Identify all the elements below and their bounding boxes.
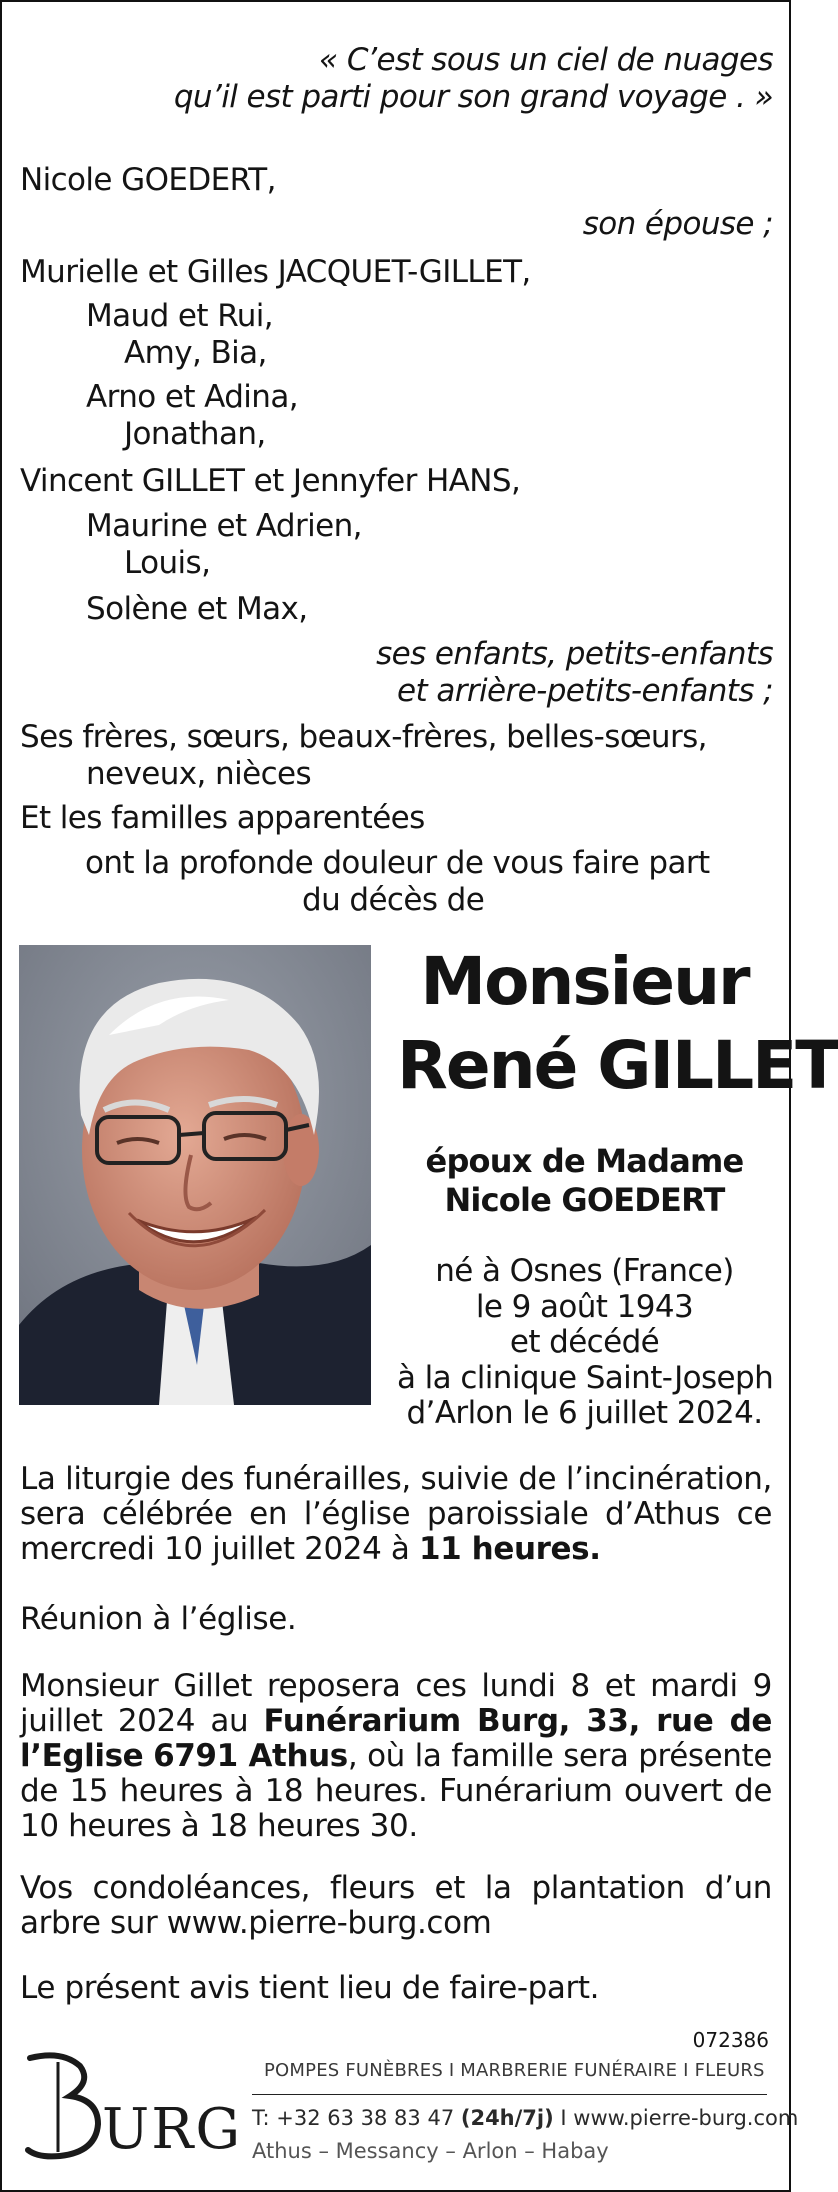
funeral-time: 11 heures. [418, 1531, 601, 1567]
meeting-paragraph: Réunion à l’église. [20, 1601, 297, 1637]
grandchild-4: Solène et Max, [86, 591, 308, 627]
great-grandchild-3: Louis, [124, 545, 211, 581]
child-1: Murielle et Gilles JACQUET-GILLET, [20, 254, 531, 290]
footer-phone: T: +32 63 38 83 47 [252, 2106, 461, 2130]
birth-line-1: né à Osnes (France) [435, 1253, 734, 1289]
portrait-photo [19, 945, 371, 1405]
grandchild-1: Maud et Rui, [86, 298, 274, 334]
funerarium-text-a: Monsieur Gillet reposera ces lundi 8 et mardi 9 juillet 2024 au [20, 1668, 772, 1739]
announcement-line-1: ont la profonde douleur de vous faire part [85, 845, 710, 881]
death-line-1: et décédé [509, 1324, 660, 1360]
funerarium-city: 6791 Athus [153, 1738, 348, 1774]
siblings-line-1: Ses frères, sœurs, beaux-frères, belles-sœurs, [20, 719, 707, 755]
deceased-title: Monsieur [420, 943, 749, 1020]
footer-services: POMPES FUNÈBRES I MARBRERIE FUNÉRAIRE I FLEURS [264, 2060, 765, 2081]
quote-line-2: qu’il est parti pour son grand voyage . » [173, 79, 773, 115]
reference-number: 072386 [692, 2028, 769, 2052]
birth-line-2: le 9 août 1943 [475, 1289, 694, 1325]
children-role-1: ses enfants, petits-enfants [376, 636, 773, 672]
spouse-line-2: Nicole GOEDERT [444, 1181, 725, 1219]
announcement-line-2: du décès de [302, 882, 485, 918]
notice-paragraph: Le présent avis tient lieu de faire-part. [20, 1970, 600, 2006]
related-families: Et les familles apparentées [20, 800, 425, 836]
funerarium-paragraph [20, 1669, 772, 1844]
great-grandchild-1: Amy, Bia, [124, 335, 267, 371]
footer-divider [252, 2094, 767, 2095]
child-2: Vincent GILLET et Jennyfer HANS, [20, 463, 521, 499]
footer-hours: (24h/7j) [460, 2106, 554, 2130]
burg-logo [22, 2052, 243, 2162]
wife-name: Nicole GOEDERT, [20, 162, 276, 198]
funerarium-text-b: , où la famille sera présente de 15 heures à 18 heures. Funérarium ouvert de 10 heures à 18 heures 30. [20, 1738, 772, 1844]
great-grandchild-2: Jonathan, [124, 416, 266, 452]
death-line-3: d’Arlon le 6 juillet 2024. [406, 1395, 763, 1431]
footer-website: I www.pierre-burg.com [553, 2106, 799, 2130]
footer-contact [252, 2106, 798, 2130]
deceased-name: René GILLET [397, 1027, 838, 1104]
condolences-paragraph: Vos condoléances, fleurs et la plantation d’un arbre sur www.pierre-burg.com [20, 1870, 772, 1941]
footer-locations: Athus – Messancy – Arlon – Habay [252, 2139, 609, 2163]
children-role-2: et arrière-petits-enfants ; [397, 673, 773, 709]
death-line-2: à la clinique Saint-Joseph [397, 1360, 774, 1396]
quote-line-1: « C’est sous un ciel de nuages [319, 42, 773, 78]
funeral-paragraph [20, 1462, 772, 1567]
grandchild-2: Arno et Adina, [86, 379, 299, 415]
funerarium-address: Funérarium Burg, 33, rue de l’Eglise [20, 1703, 772, 1774]
svg-text:URG: URG [102, 2097, 243, 2162]
funeral-text: La liturgie des funérailles, suivie de l’incinération, sera célébrée en l’église paroissiale d’Athus ce mercredi 10 juillet 2024 à [20, 1461, 772, 1567]
grandchild-3: Maurine et Adrien, [86, 508, 362, 544]
wife-role: son épouse ; [582, 206, 773, 242]
siblings-line-2: neveux, nièces [86, 756, 312, 792]
spouse-line-1: époux de Madame [425, 1142, 744, 1180]
